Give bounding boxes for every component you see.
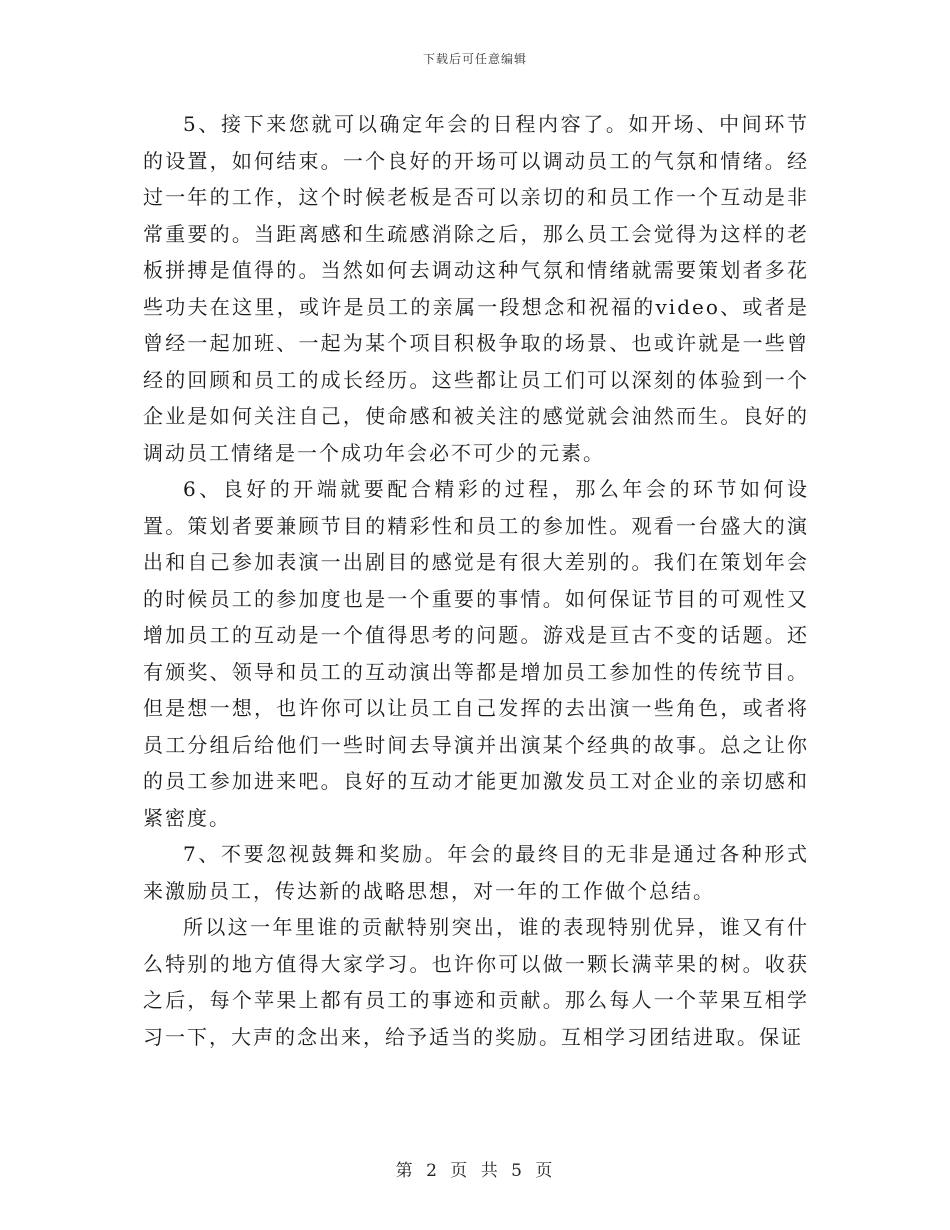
- paragraph-6: 6、良好的开端就要配合精彩的过程，那么年会的环节如何设置。策划者要兼顾节目的精彩性和员工的参加性。观看一台盛大的演出和自己参加表演一出剧目的感觉是有很大差别的。我们在策划年会的时候员工的参加度也是一个重要的事情。如何保证节目的可观性又增加员工的互动是一个值得思考的问题。游戏是亘古不变的话题。还有颁奖、领导和员工的互动演出等都是增加员工参加性的传统节目。但是想一想，也许你可以让员工自己发挥的去出演一些角色，或者将员工分组后给他们一些时间去导演并出演某个经典的故事。总之让你的员工参加进来吧。良好的互动才能更加激发员工对企业的亲切感和紧密度。: [143, 477, 809, 830]
- paragraph-7: 7、不要忽视鼓舞和奖励。年会的最终目的无非是通过各种形式来激励员工，传达新的战略思想，对一年的工作做个总结。: [143, 842, 809, 903]
- page-header: 下载后可任意编辑: [422, 52, 527, 66]
- document-body: [143, 106, 809, 1055]
- paragraph-continuation: 所以这一年里谁的贡献特别突出，谁的表现特别优异，谁又有什么特别的地方值得大家学习。也许你可以做一颗长满苹果的树。收获之后，每个苹果上都有员工的事迹和贡献。那么每人一个苹果互相学习一下，大声的念出来，给予适当的奖励。互相学习团结进取。保证: [143, 915, 809, 1049]
- paragraph-5: 5、接下来您就可以确定年会的日程内容了。如开场、中间环节的设置，如何结束。一个良好的开场可以调动员工的气氛和情绪。经过一年的工作，这个时候老板是否可以亲切的和员工作一个互动是非常重要的。当距离感和生疏感消除之后，那么员工会觉得为这样的老板拼搏是值得的。当然如何去调动这种气氛和情绪就需要策划者多花些功夫在这里，或许是员工的亲属一段想念和祝福的video、或者是曾经一起加班、一起为某个项目积极争取的场景、也或许就是一些曾经的回顾和员工的成长经历。这些都让员工们可以深刻的体验到一个企业是如何关注自己，使命感和被关注的感觉就会油然而生。良好的调动员工情绪是一个成功年会必不可少的元素。: [143, 112, 809, 465]
- page-footer: 第 2 页 共 5 页: [395, 1161, 555, 1181]
